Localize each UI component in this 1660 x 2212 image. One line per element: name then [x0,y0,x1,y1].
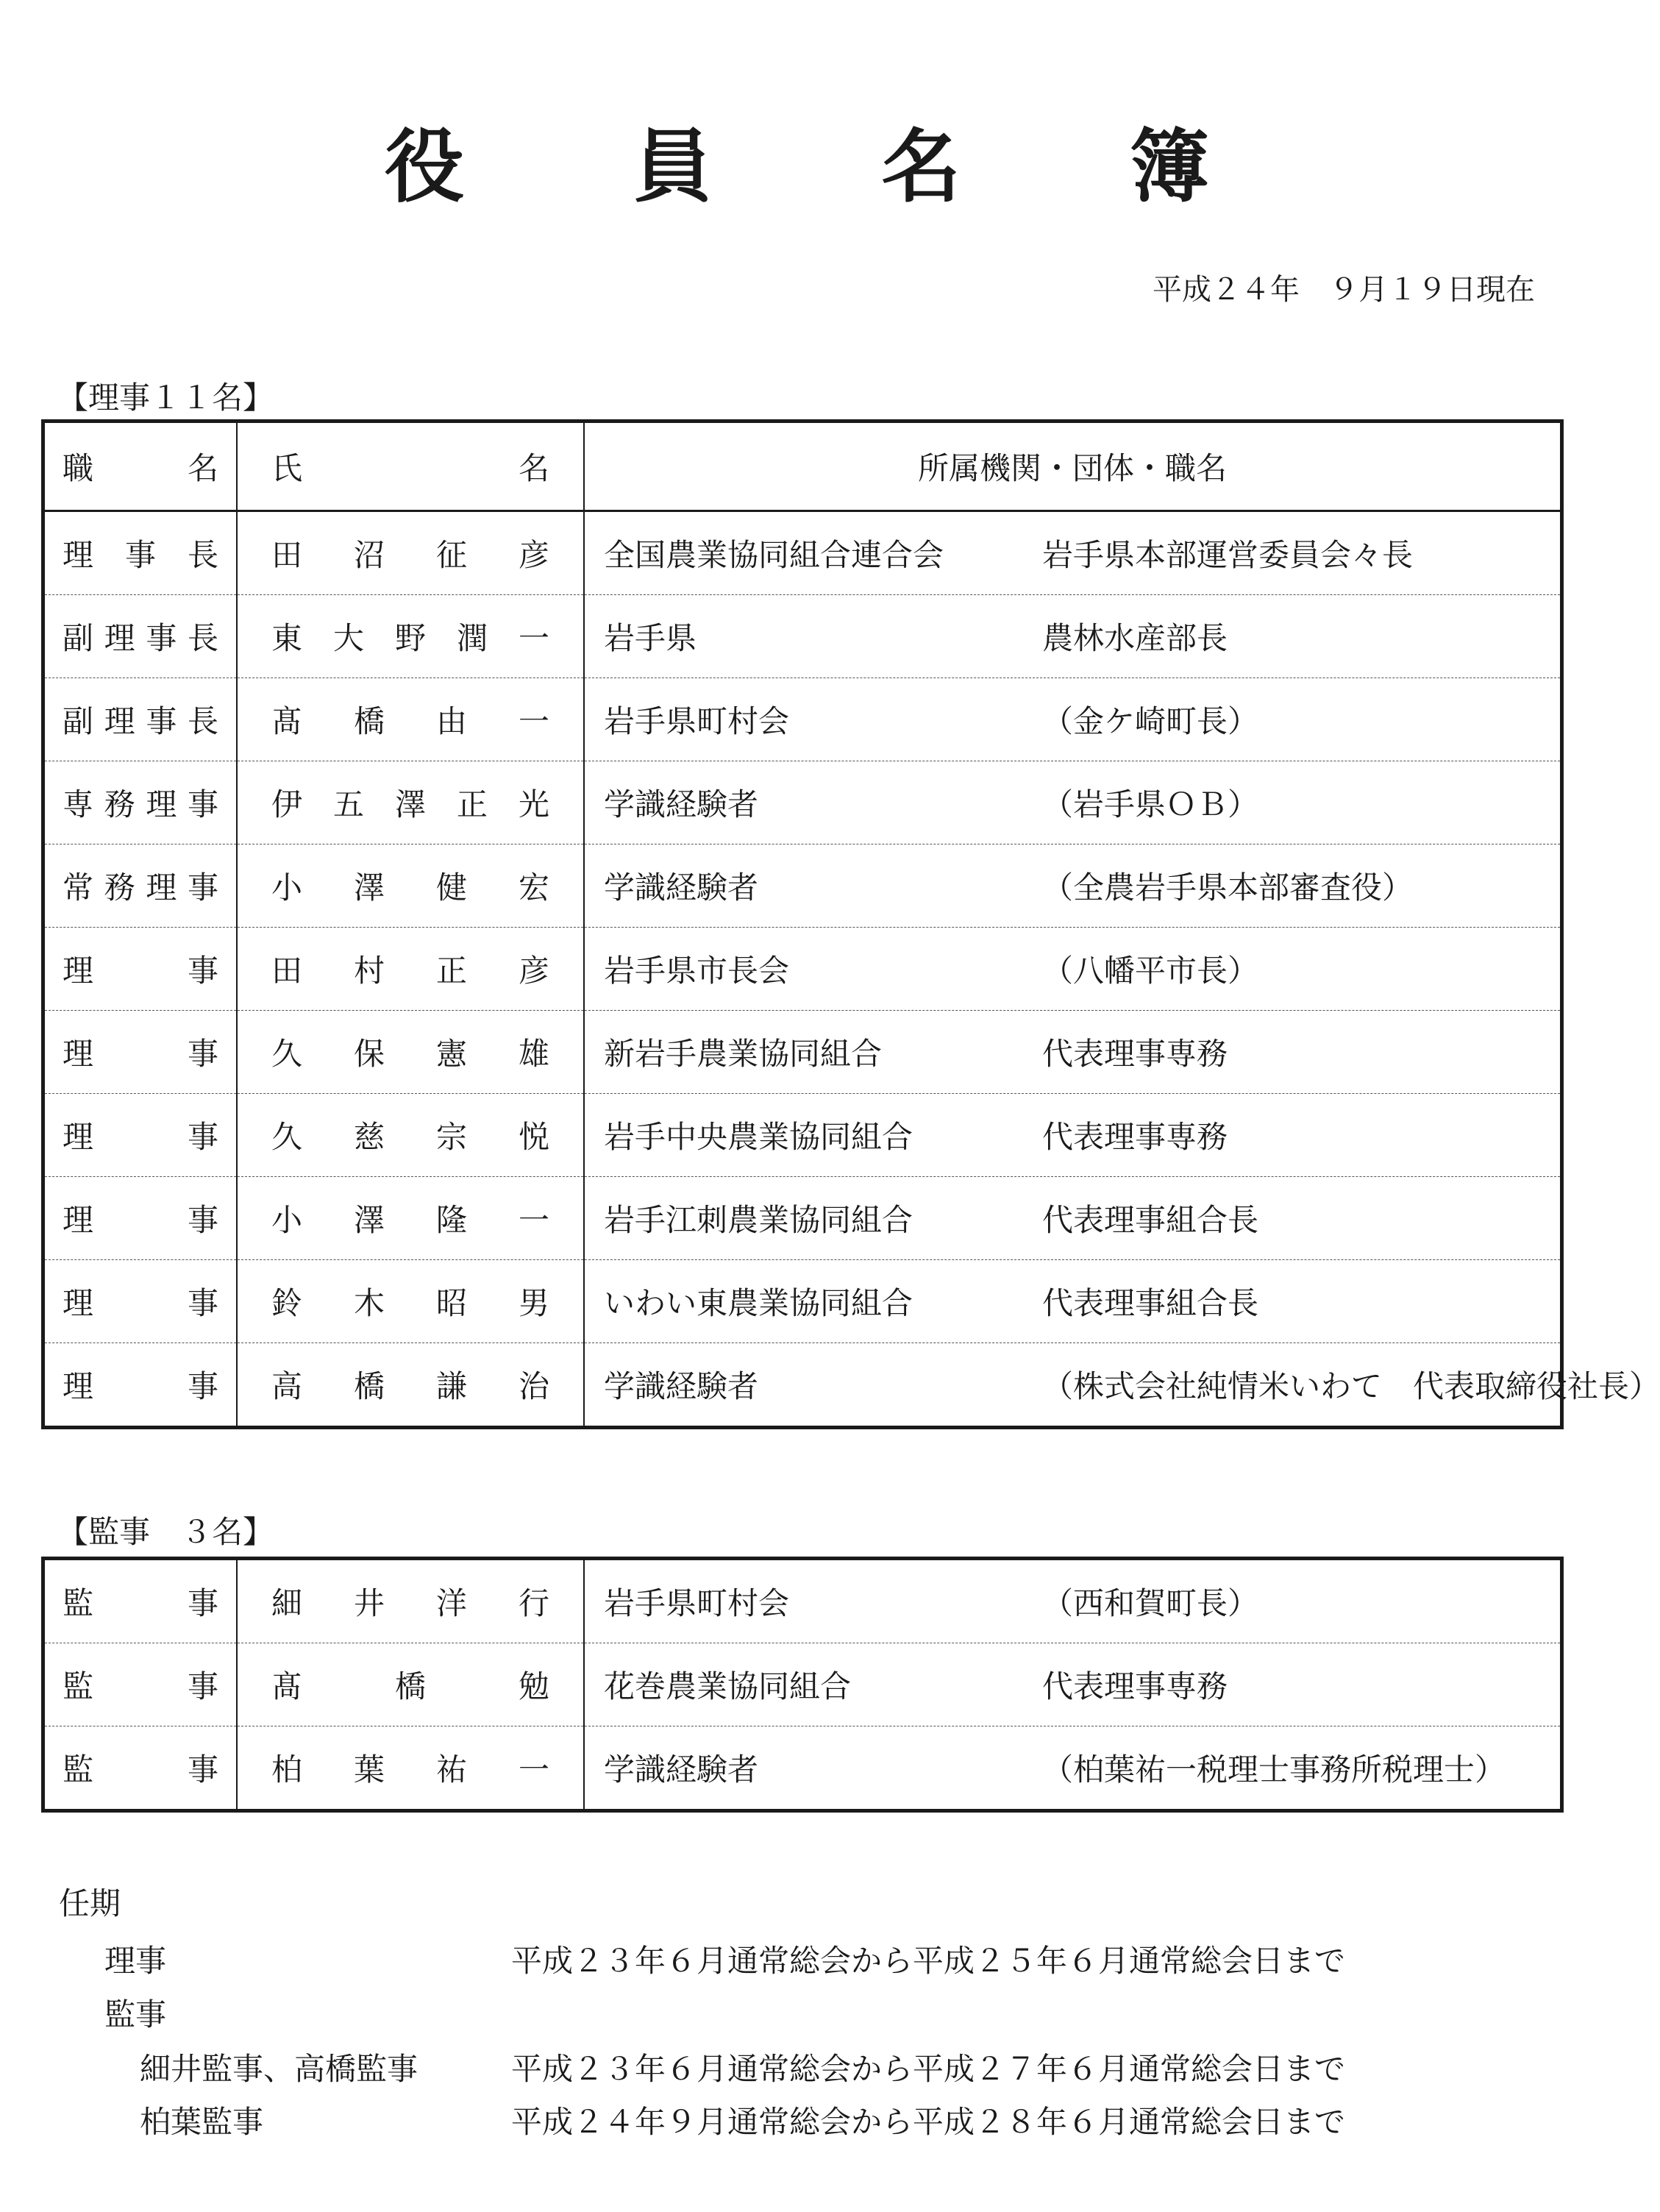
table-row [43,761,1562,844]
term-directors-label: 理事 [104,1943,167,1979]
table-row [43,595,1562,678]
affiliation-cell [584,1343,1660,1428]
table-row [43,678,1562,761]
role-text: 代表理事専務 [1042,1668,1228,1704]
name-cell: 細井洋行 [237,1559,584,1643]
name-cell: 田村正彦 [237,928,584,1011]
affiliation-cell [584,1726,1562,1811]
role-text: （株式会社純情米いわて 代表取締役社長） [1042,1368,1660,1404]
auditors-table [41,1557,1564,1813]
organization-text: 学識経験者 [604,1368,759,1404]
affiliation-cell [584,1260,1562,1343]
term-directors-text: 平成２３年６月通常総会から平成２５年６月通常総会日まで [511,1943,1346,1979]
organization-text: 岩手県 [604,620,697,656]
organization-text: 花巻農業協同組合 [604,1668,852,1704]
name-cell: 髙橋勉 [237,1643,584,1726]
affiliation-cell [584,511,1562,595]
role-text: 農林水産部長 [1042,620,1228,656]
position-cell: 常務理事 [43,844,238,928]
name-cell: 久保憲雄 [237,1011,584,1094]
affiliation-cell [584,678,1562,761]
term-hosoi-takahashi-label: 細井監事、高橋監事 [140,2051,418,2087]
header-affiliation: 所属機関・団体・職名 [584,422,1562,511]
table-row [43,1726,1562,1811]
position-cell: 理事長 [43,511,238,595]
position-cell: 理事 [43,1094,238,1177]
affiliation-cell [584,1011,1562,1094]
table-row [43,1643,1562,1726]
affiliation-cell [584,1559,1562,1643]
position-cell: 監事 [43,1726,238,1811]
role-text: （金ケ崎町長） [1042,703,1259,739]
affiliation-cell [584,595,1562,678]
name-cell: 田沼征彦 [237,511,584,595]
organization-text: 岩手県市長会 [604,953,790,989]
name-cell: 久慈宗悦 [237,1094,584,1177]
affiliation-cell [584,1094,1562,1177]
table-row [43,1260,1562,1343]
organization-text: 岩手県町村会 [604,703,790,739]
role-text: 代表理事専務 [1042,1036,1228,1072]
role-text: 代表理事専務 [1042,1119,1228,1155]
name-cell: 小澤健宏 [237,844,584,928]
table-row [43,1559,1562,1643]
name-cell: 高橋謙治 [237,1343,584,1428]
role-text: 岩手県本部運営委員会々長 [1042,537,1414,573]
header-name: 氏 名 [237,422,584,511]
organization-text: いわい東農業協同組合 [604,1285,913,1321]
name-cell: 髙橋由一 [237,678,584,761]
auditors-section-label: 【監事 ３名】 [57,1514,274,1550]
table-row [43,1094,1562,1177]
position-cell: 理事 [43,928,238,1011]
name-cell: 伊五澤正光 [237,761,584,844]
name-cell: 鈴木昭男 [237,1260,584,1343]
role-text: 代表理事組合長 [1042,1285,1259,1321]
header-position: 職 名 [43,422,238,511]
as-of-date: 平成２４年 ９月１９日現在 [1153,273,1535,307]
position-cell: 理事 [43,1177,238,1260]
position-cell: 理事 [43,1343,238,1428]
organization-text: 新岩手農業協同組合 [604,1036,883,1072]
directors-section-label: 【理事１１名】 [57,380,274,416]
position-cell: 副理事長 [43,595,238,678]
role-text: （八幡平市長） [1042,953,1259,989]
affiliation-cell [584,1643,1562,1726]
table-row [43,511,1562,595]
affiliation-cell [584,1177,1562,1260]
affiliation-cell [584,844,1562,928]
organization-text: 学識経験者 [604,1752,759,1788]
organization-text: 岩手県町村会 [604,1585,790,1621]
term-hosoi-takahashi-text: 平成２３年６月通常総会から平成２７年６月通常総会日まで [511,2051,1346,2087]
document-title: 役 員 名 簿 [385,121,1280,213]
organization-text: 岩手中央農業協同組合 [604,1119,913,1155]
organization-text: 学識経験者 [604,869,759,906]
role-text: （全農岩手県本部審査役） [1042,869,1414,906]
table-row [43,1011,1562,1094]
table-row [43,1343,1562,1428]
affiliation-cell [584,928,1562,1011]
position-cell: 監事 [43,1559,238,1643]
directors-header-row [43,422,1562,511]
table-row [43,928,1562,1011]
position-cell: 副理事長 [43,678,238,761]
organization-text: 学識経験者 [604,786,759,822]
role-text: （柏葉祐一税理士事務所税理士） [1042,1752,1506,1788]
role-text: （西和賀町長） [1042,1585,1259,1621]
term-label: 任期 [59,1885,121,1921]
position-cell: 監事 [43,1643,238,1726]
role-text: （岩手県ＯＢ） [1042,786,1259,822]
name-cell: 東大野潤一 [237,595,584,678]
affiliation-cell [584,761,1562,844]
name-cell: 柏葉祐一 [237,1726,584,1811]
name-cell: 小澤隆一 [237,1177,584,1260]
table-row [43,1177,1562,1260]
table-row [43,844,1562,928]
term-kashiwaba-label: 柏葉監事 [140,2104,264,2140]
position-cell: 理事 [43,1260,238,1343]
organization-text: 岩手江刺農業協同組合 [604,1202,913,1238]
term-kashiwaba-text: 平成２４年９月通常総会から平成２８年６月通常総会日まで [511,2104,1346,2140]
organization-text: 全国農業協同組合連合会 [604,537,944,573]
position-cell: 理事 [43,1011,238,1094]
position-cell: 専務理事 [43,761,238,844]
term-auditors-label: 監事 [104,1996,167,2033]
directors-table [41,419,1660,1429]
role-text: 代表理事組合長 [1042,1202,1259,1238]
